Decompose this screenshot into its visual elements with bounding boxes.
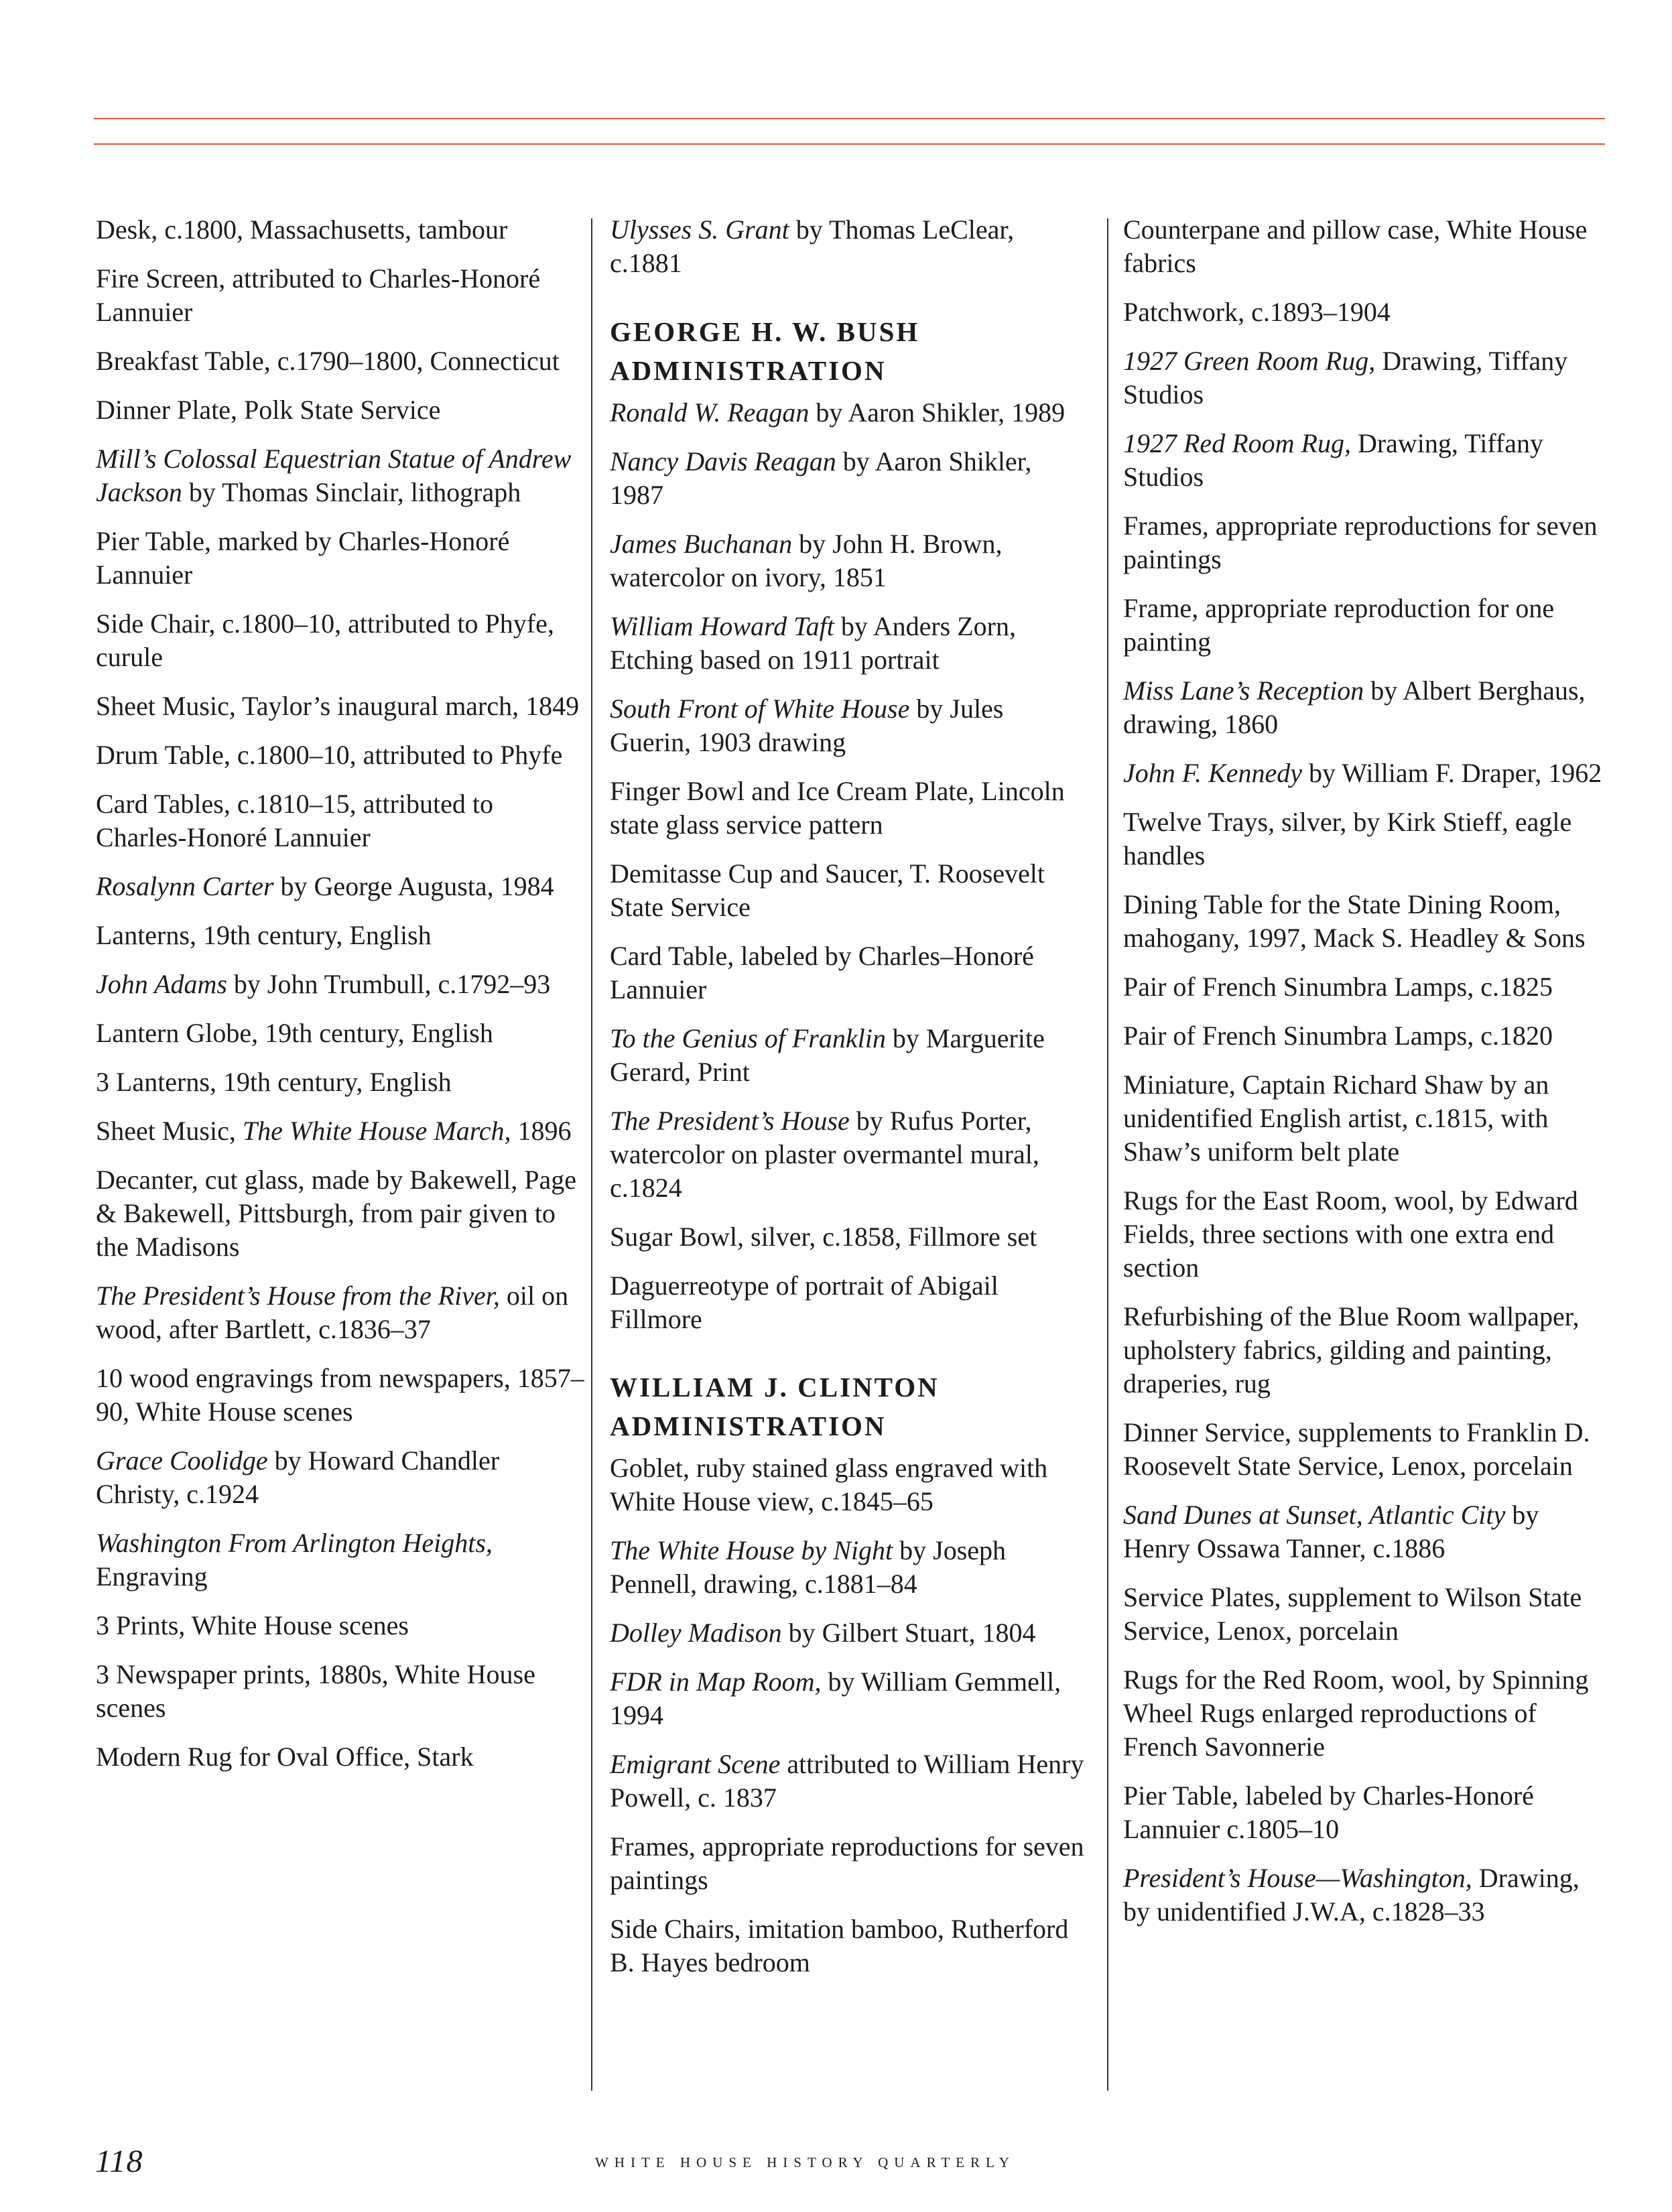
list-item: The White House by Night by Joseph Pennell, drawing, c.1881–84	[610, 1535, 1007, 1599]
list-item: Dinner Service, supplements to Franklin D. Roosevelt State Service, Lenox, porcelain	[1123, 1417, 1590, 1481]
list-item: Sheet Music, The White House March, 1896	[96, 1116, 572, 1146]
list-item: Rugs for the Red Room, wool, by Spinning Wheel Rugs enlarged reproductions of French Savonnerie	[1123, 1665, 1589, 1762]
list-item: 3 Lanterns, 19th century, English	[96, 1067, 452, 1097]
running-title: WHITE HOUSE HISTORY QUARTERLY	[595, 2154, 1015, 2170]
list-item: Frame, appropriate reproduction for one painting	[1123, 593, 1555, 657]
list-item: The President’s House by Rufus Porter, watercolor on plaster overmantel mural, c.1824	[610, 1106, 1039, 1203]
list-item: Dining Table for the State Dining Room, mahogany, 1997, Mack S. Headley & Sons	[1123, 889, 1586, 953]
list-item: 3 Newspaper prints, 1880s, White House scenes	[96, 1659, 535, 1723]
list-item: Lanterns, 19th century, English	[96, 920, 432, 950]
list-item: Goblet, ruby stained glass engraved with White House view, c.1845–65	[610, 1453, 1048, 1516]
list-item: Miss Lane’s Reception by Albert Berghaus, drawing, 1860	[1123, 675, 1586, 739]
list-item: Ulysses S. Grant by Thomas LeClear, c.1881	[610, 214, 1015, 278]
list-item: 1927 Green Room Rug, Drawing, Tiffany Studios	[1123, 346, 1568, 409]
header-rule-bottom	[94, 143, 1605, 145]
list-item: FDR in Map Room, by William Gemmell, 1994	[610, 1667, 1062, 1730]
list-item: Daguerreotype of portrait of Abigail Fillmore	[610, 1271, 999, 1334]
column-1	[96, 213, 585, 1789]
list-item: William Howard Taft by Anders Zorn, Etching based on 1911 portrait	[610, 611, 1016, 675]
list-item: Drum Table, c.1800–10, attributed to Phyfe	[96, 740, 563, 770]
list-item: James Buchanan by John H. Brown, watercolor on ivory, 1851	[610, 529, 1003, 592]
list-item: Breakfast Table, c.1790–1800, Connecticut	[96, 346, 560, 376]
list-item: Sheet Music, Taylor’s inaugural march, 1849	[96, 691, 580, 721]
list-item: Twelve Trays, silver, by Kirk Stieff, eagle handles	[1123, 807, 1572, 870]
list-item: Washington From Arlington Heights, Engraving	[96, 1528, 493, 1591]
list-item: Rugs for the East Room, wool, by Edward Fields, three sections with one extra end section	[1123, 1185, 1578, 1283]
list-item: Emigrant Scene attributed to William Henry Powell, c. 1837	[610, 1749, 1084, 1813]
list-item: Mill’s Colossal Equestrian Statue of Andrew Jackson by Thomas Sinclair, lithograph	[96, 444, 572, 507]
list-item: Rosalynn Carter by George Augusta, 1984	[96, 871, 554, 901]
list-item: Dolley Madison by Gilbert Stuart, 1804	[610, 1618, 1036, 1648]
section-heading-bush: GEORGE H. W. BUSH ADMINISTRATION	[610, 316, 920, 386]
page-number: 118	[95, 2144, 143, 2179]
list-item: Pier Table, marked by Charles-Honoré Lannuier	[96, 526, 510, 590]
column-divider	[591, 218, 592, 2091]
list-item: President’s House—Washington, Drawing, by unidentified J.W.A, c.1828–33	[1123, 1863, 1580, 1927]
list-item: Frames, appropriate reproductions for seven paintings	[1123, 511, 1598, 574]
list-item: Side Chairs, imitation bamboo, Rutherford B. Hayes bedroom	[610, 1914, 1069, 1977]
list-item: Fire Screen, attributed to Charles-Honoré Lannuier	[96, 263, 541, 327]
list-item: Frames, appropriate reproductions for seven paintings	[610, 1831, 1084, 1895]
list-item: 3 Prints, White House scenes	[96, 1610, 409, 1640]
list-item: Card Table, labeled by Charles–Honoré Lannuier	[610, 941, 1034, 1004]
header-rule-top	[94, 118, 1605, 119]
list-item: Patchwork, c.1893–1904	[1123, 297, 1391, 327]
section-heading-clinton: WILLIAM J. CLINTON ADMINISTRATION	[610, 1372, 940, 1441]
list-item: Finger Bowl and Ice Cream Plate, Lincoln state glass service pattern	[610, 776, 1065, 840]
list-item: Grace Coolidge by Howard Chandler Christy, c.1924	[96, 1445, 500, 1509]
list-item: Pair of French Sinumbra Lamps, c.1820	[1123, 1021, 1553, 1051]
list-item: Sand Dunes at Sunset, Atlantic City by Henry Ossawa Tanner, c.1886	[1123, 1500, 1539, 1563]
list-item: Refurbishing of the Blue Room wallpaper, upholstery fabrics, gilding and painting, draperies, rug	[1123, 1301, 1580, 1398]
list-item: Card Tables, c.1810–15, attributed to Charles-Honoré Lannuier	[96, 789, 494, 852]
list-item: Sugar Bowl, silver, c.1858, Fillmore set	[610, 1222, 1037, 1252]
column-divider	[1107, 218, 1108, 2091]
list-item: Nancy Davis Reagan by Aaron Shikler, 1987	[610, 446, 1032, 510]
list-item: Pier Table, labeled by Charles-Honoré Lannuier c.1805–10	[1123, 1780, 1534, 1844]
list-item: John Adams by John Trumbull, c.1792–93	[96, 969, 551, 999]
list-item: Counterpane and pillow case, White House fabrics	[1123, 214, 1588, 278]
list-item: Pair of French Sinumbra Lamps, c.1825	[1123, 972, 1553, 1002]
list-item: John F. Kennedy by William F. Draper, 1962	[1123, 758, 1602, 788]
list-item: Lantern Globe, 19th century, English	[96, 1018, 493, 1048]
list-item: The President’s House from the River, oil on wood, after Bartlett, c.1836–37	[96, 1281, 569, 1344]
column-3	[1123, 213, 1609, 1944]
list-item: Miniature, Captain Richard Shaw by an unidentified English artist, c.1815, with Shaw’s uniform belt plate	[1123, 1069, 1549, 1167]
list-item: Modern Rug for Oval Office, Stark	[96, 1742, 474, 1772]
list-item: 10 wood engravings from newspapers, 1857–90, White House scenes	[96, 1363, 584, 1427]
column-2	[610, 213, 1089, 1995]
list-item: South Front of White House by Jules Guerin, 1903 drawing	[610, 694, 1004, 757]
list-item: Service Plates, supplement to Wilson State Service, Lenox, porcelain	[1123, 1582, 1582, 1646]
list-item: 1927 Red Room Rug, Drawing, Tiffany Studios	[1123, 428, 1544, 492]
list-item: To the Genius of Franklin by Marguerite Gerard, Print	[610, 1023, 1045, 1087]
list-item: Decanter, cut glass, made by Bakewell, Page & Bakewell, Pittsburgh, from pair given to the Madisons	[96, 1165, 577, 1262]
list-item: Dinner Plate, Polk State Service	[96, 395, 441, 425]
list-item: Ronald W. Reagan by Aaron Shikler, 1989	[610, 397, 1066, 428]
list-item: Desk, c.1800, Massachusetts, tambour	[96, 214, 508, 245]
list-item: Demitasse Cup and Saucer, T. Roosevelt State Service	[610, 858, 1045, 922]
list-item: Side Chair, c.1800–10, attributed to Phyfe, curule	[96, 608, 554, 672]
